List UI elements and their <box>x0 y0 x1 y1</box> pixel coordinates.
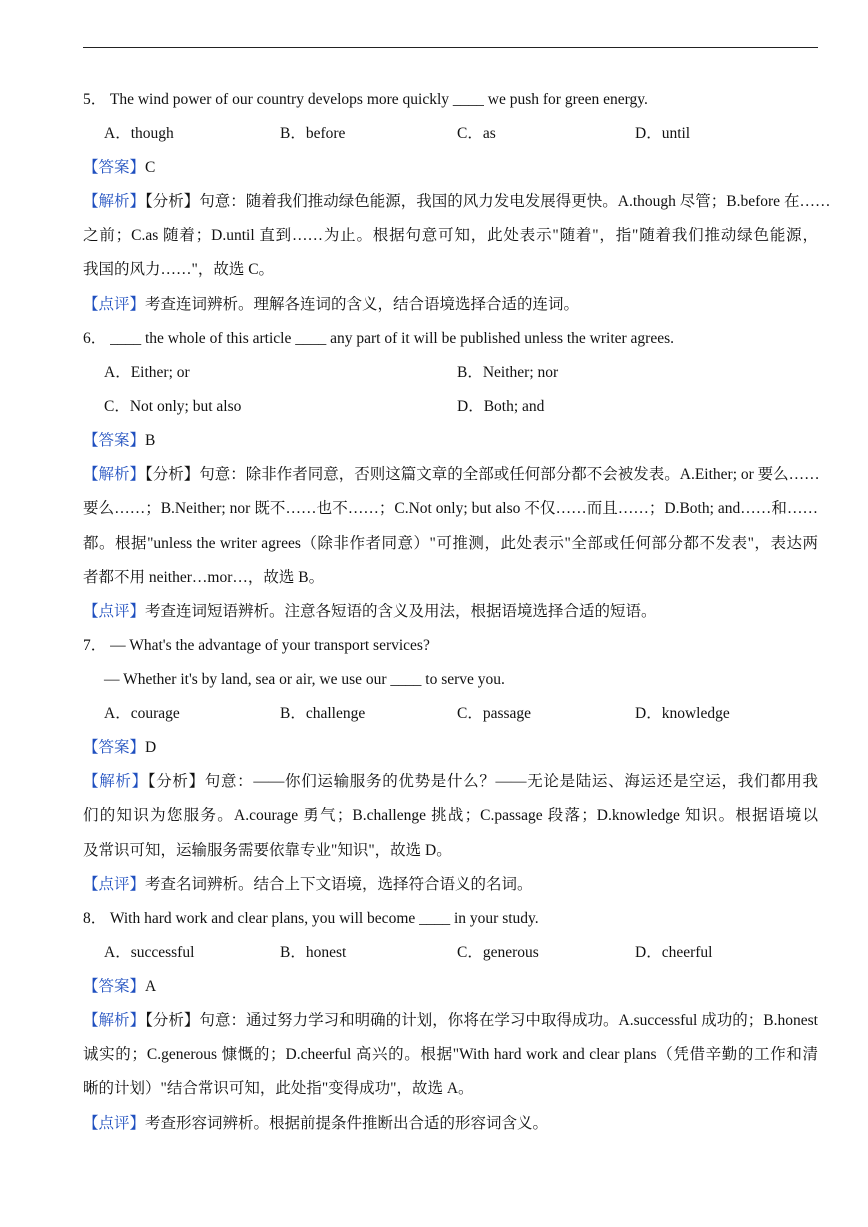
q8-analysis-line-3: 晰的计划）"结合常识可知，此处指"变得成功"，故选 A。 <box>83 1080 474 1097</box>
analysis-tag: 【解析】 <box>83 773 148 790</box>
analysis-tag: 【解析】 <box>83 1012 146 1029</box>
analysis-tag: 【解析】 <box>83 193 146 210</box>
comment-tag: 【点评】 <box>83 296 146 313</box>
q8-answer <box>83 977 156 997</box>
answer-tag: 【答案】 <box>83 432 146 449</box>
q5-analysis-line-3: 我国的风力……"，故选 C。 <box>83 261 275 278</box>
answer-tag: 【答案】 <box>83 159 146 176</box>
question-6-stem: 6． ____ the whole of this article ____ any part of it will be published unless the writer agrees. <box>83 330 675 347</box>
q8-option-d: D．cheerful <box>635 944 713 961</box>
comment-tag: 【点评】 <box>83 1115 146 1132</box>
q6-answer <box>83 431 155 451</box>
q7-analysis-line-2: 们的知识为您服务。A.courage 勇气；B.challenge 挑战；C.passage 段落；D.knowledge 知识。根据语境以 <box>83 807 818 824</box>
answer-value: A <box>145 978 157 995</box>
q7-option-a: A．courage <box>104 705 180 722</box>
q6-option-c: C．Not only; but also <box>104 398 242 415</box>
question-7-stem-2: — Whether it's by land, sea or air, we use our ____ to serve you. <box>104 671 505 688</box>
q8-comment: 【点评】考查形容词辨析。根据前提条件推断出合适的形容词含义。 <box>83 1115 549 1132</box>
comment-tag: 【点评】 <box>83 603 146 620</box>
question-5-stem: 5． The wind power of our country develops more quickly ____ we push for green energy. <box>83 91 648 108</box>
q8-analysis-line-1: 【解析】【分析】句意：通过努力学习和明确的计划，你将在学习中取得成功。A.successful 成功的；B.honest <box>83 1012 818 1029</box>
q5-comment: 【点评】考查连词辨析。理解各连词的含义，结合语境选择合适的连词。 <box>83 296 580 313</box>
analysis-tag: 【解析】 <box>83 466 146 483</box>
q8-option-c: C．generous <box>457 944 539 961</box>
q7-analysis-line-3: 及常识可知，运输服务需要依靠专业"知识"，故选 D。 <box>83 842 452 859</box>
answer-value: B <box>145 432 156 449</box>
q5-option-a: A．though <box>104 125 174 142</box>
comment-tag: 【点评】 <box>83 876 146 893</box>
question-8-stem: 8． With hard work and clear plans, you will become ____ in your study. <box>83 910 539 927</box>
answer-value: D <box>145 739 157 756</box>
q8-analysis-line-2: 诚实的；C.generous 慷慨的；D.cheerful 高兴的。根据"With hard work and clear plans（凭借辛勤的工作和清 <box>83 1046 818 1063</box>
q5-option-b: B．before <box>280 125 346 142</box>
q6-comment: 【点评】考查连词短语辨析。注意各短语的含义及用法，根据语境选择合适的短语。 <box>83 603 657 620</box>
q7-option-d: D．knowledge <box>635 705 730 722</box>
q6-analysis-line-3: 都。根据"unless the writer agrees（除非作者同意）"可推测，此处表示"全部或任何部分都不发表"，表达两 <box>83 535 818 552</box>
q5-analysis-line-1: 【解析】【分析】句意：随着我们推动绿色能源，我国的风力发电发展得更快。A.though 尽管；B.before 在…… <box>83 193 831 210</box>
q5-answer <box>83 158 155 178</box>
header-rule <box>83 47 818 48</box>
q5-option-d: D．until <box>635 125 691 142</box>
answer-tag: 【答案】 <box>83 978 146 995</box>
q6-analysis-line-1: 【解析】【分析】句意：除非作者同意，否则这篇文章的全部或任何部分都不会被发表。A.Either; or 要么…… <box>83 466 820 483</box>
q8-option-a: A．successful <box>104 944 195 961</box>
answer-value: C <box>145 159 156 176</box>
q6-analysis-line-2: 要么……；B.Neither; nor 既不……也不……；C.Not only; but also 不仅……而且……；D.Both; and……和…… <box>83 500 818 517</box>
question-7-stem: 7． — What's the advantage of your transport services? <box>83 637 430 654</box>
q6-analysis-line-4: 者都不用 neither…mor…，故选 B。 <box>83 569 325 586</box>
q7-analysis-line-1: 【解析】【分析】句意：——你们运输服务的优势是什么？——无论是陆运、海运还是空运，我们都用我 <box>83 773 818 790</box>
q8-option-b: B．honest <box>280 944 347 961</box>
q6-option-a: A．Either; or <box>104 364 190 381</box>
answer-tag: 【答案】 <box>83 739 146 756</box>
q6-option-b: B．Neither; nor <box>457 364 559 381</box>
q7-answer <box>83 738 156 758</box>
q5-option-c: C．as <box>457 125 496 142</box>
q5-analysis-line-2: 之前；C.as 随着；D.until 直到……为止。根据句意可知，此处表示"随着"，指"随着我们推动绿色能源， <box>83 227 818 244</box>
q7-option-b: B．challenge <box>280 705 366 722</box>
q7-comment: 【点评】考查名词辨析。结合上下文语境，选择符合语义的名词。 <box>83 876 533 893</box>
q6-option-d: D．Both; and <box>457 398 545 415</box>
q7-option-c: C．passage <box>457 705 532 722</box>
